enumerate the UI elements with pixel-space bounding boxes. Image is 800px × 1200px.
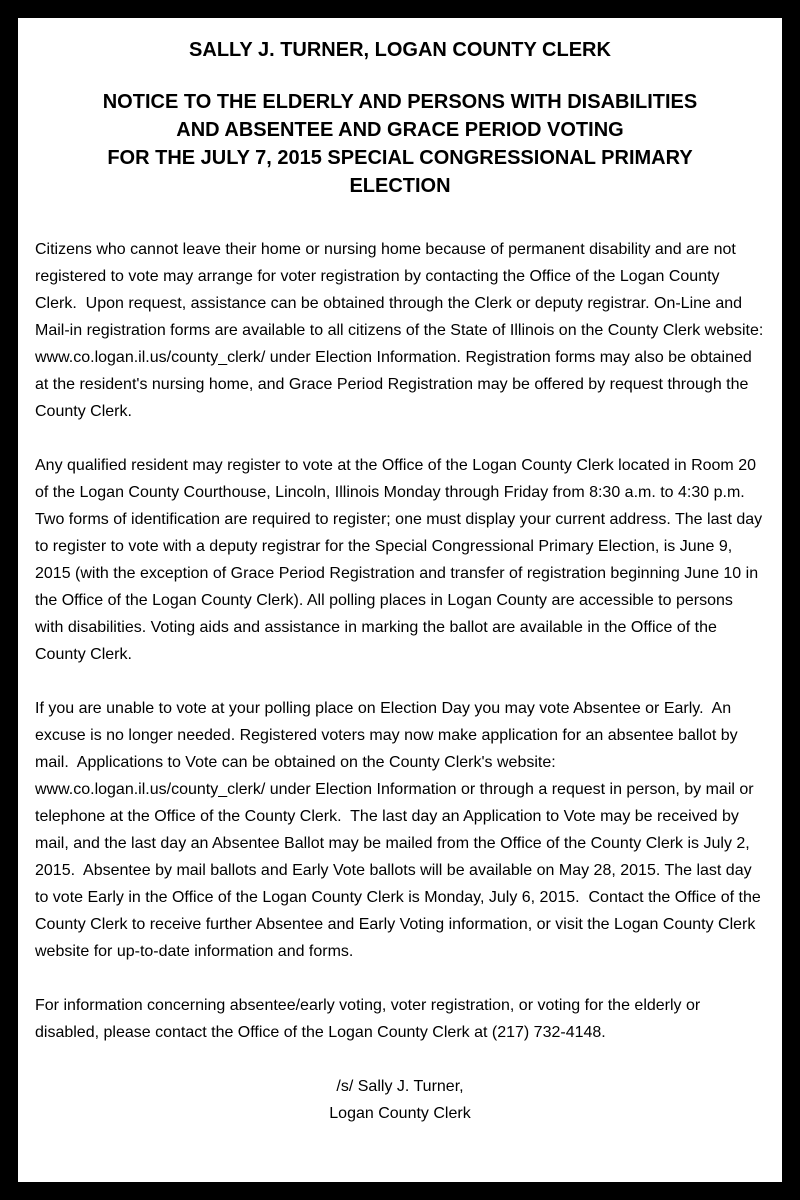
notice-heading-line: NOTICE TO THE ELDERLY AND PERSONS WITH DISABILITIES bbox=[102, 91, 698, 113]
notice-heading-line: ELECTION bbox=[349, 175, 451, 197]
notice-page bbox=[18, 18, 782, 1182]
signature-block bbox=[35, 1073, 765, 1127]
notice-heading-line: FOR THE JULY 7, 2015 SPECIAL CONGRESSIONAL PRIMARY bbox=[107, 147, 693, 169]
signature-title: Logan County Clerk bbox=[329, 1105, 471, 1122]
notice-heading-line: AND ABSENTEE AND GRACE PERIOD VOTING bbox=[176, 119, 624, 141]
clerk-title: SALLY J. TURNER, LOGAN COUNTY CLERK bbox=[189, 39, 611, 61]
signature-name: /s/ Sally J. Turner, bbox=[336, 1078, 464, 1095]
paragraph-register-office: Any qualified resident may register to vote at the Office of the Logan County Clerk located in Room 20 of the Logan County Courthouse, Lincoln, Illinois Monday through Friday from 8:30 a.m. to 4:30 p.m. Two forms of identification are required to register; one must display your current address. The last day to register to vote with a deputy registrar for the Special Congressional Primary Election, is June 9, 2015 (with the exception of Grace Period Registration and transfer of registration beginning June 10 in the Office of the Logan County Clerk). All polling places in Logan County are accessible to persons with disabilities. Voting aids and assistance in marking the ballot are available in the Office of the County Clerk. bbox=[35, 457, 767, 663]
paragraph-contact-info: For information concerning absentee/early voting, voter registration, or voting for the elderly or disabled, please contact the Office of the Logan County Clerk at (217) 732-4148. bbox=[35, 997, 705, 1041]
notice-heading bbox=[35, 88, 765, 200]
paragraph-absentee-early-voting: If you are unable to vote at your polling place on Election Day you may vote Absentee or Early. An excuse is no longer needed. Registered voters may now make application for an absentee ballot by mail. Applications to Vote can be obtained on the County Clerk's website: www.co.logan.il.us/county_clerk/ under Election Information or through a request in person, by mail or telephone at the Office of the County Clerk. The last day an Application to Vote may be received by mail, and the last day an Absentee Ballot may be mailed from the Office of the County Clerk is July 2, 2015. Absentee by mail ballots and Early Vote ballots will be available on May 28, 2015. The last day to vote Early in the Office of the Logan County Clerk is Monday, July 6, 2015. Contact the Office of the County Clerk to receive further Absentee and Early Voting information, or visit the Logan County Clerk website for up-to-date information and forms. bbox=[35, 700, 766, 960]
paragraph-voter-registration: Citizens who cannot leave their home or nursing home because of permanent disability and are not registered to vote may arrange for voter registration by contacting the Office of the Logan County Clerk. Upon request, assistance can be obtained through the Clerk or deputy registrar. On-Line and Mail-in registration forms are available to all citizens of the State of Illinois on the County Clerk website: www.co.logan.il.us/county_clerk/ under Election Information. Registration forms may also be obtained at the resident's nursing home, and Grace Period Registration may be offered by request through the County Clerk. bbox=[35, 241, 768, 420]
